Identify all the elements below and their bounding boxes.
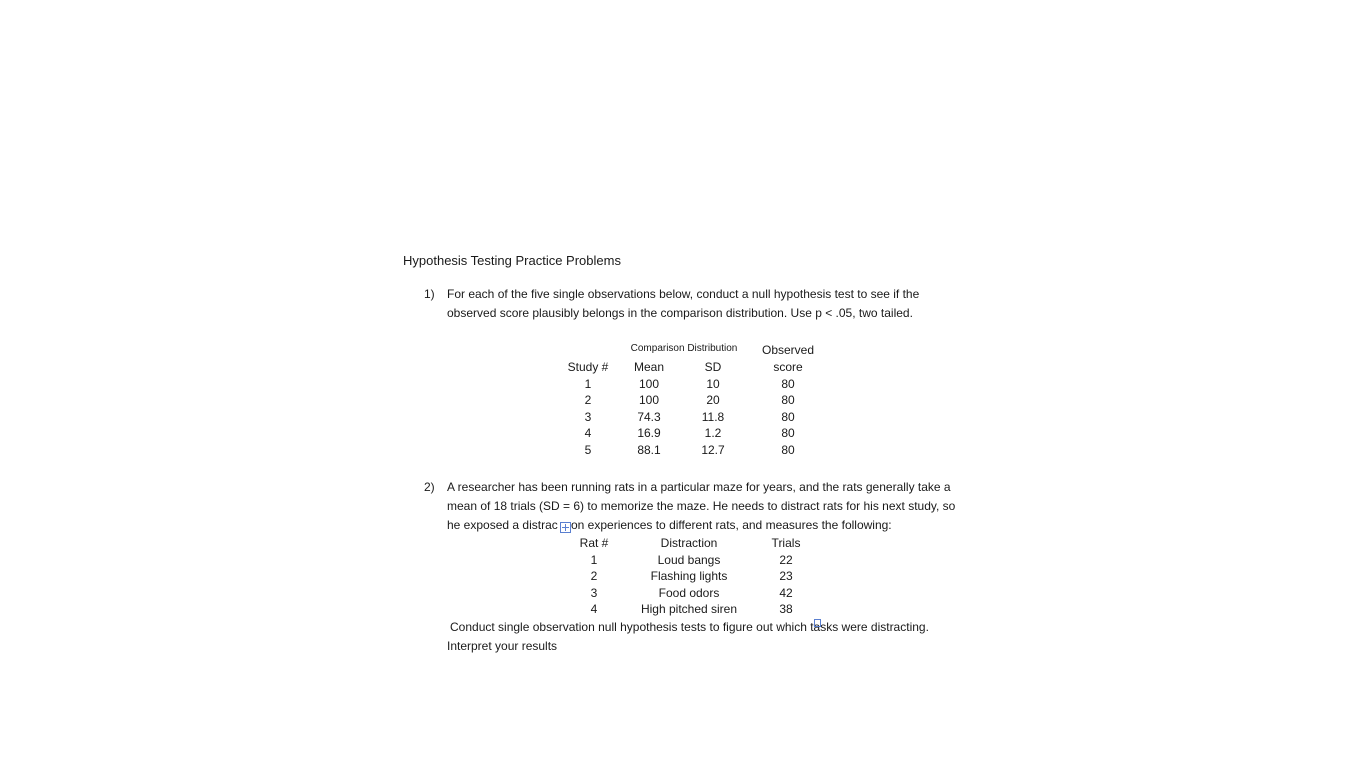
- problem-2-line-1: A researcher has been running rats in a particular maze for years, and the rats generally take a: [447, 480, 951, 494]
- score-header: score: [773, 360, 803, 374]
- problem-1-number: 1): [424, 287, 435, 301]
- observed-cell: 80: [781, 443, 795, 457]
- rat-cell: 1: [590, 553, 598, 567]
- observed-header: Observed: [761, 343, 815, 357]
- rat-cell: 4: [590, 602, 598, 616]
- table-resize-marker-icon[interactable]: [814, 619, 821, 627]
- trials-cell: 38: [779, 602, 793, 616]
- rat-number-header: Rat #: [579, 536, 609, 550]
- observed-cell: 80: [781, 410, 795, 424]
- mean-cell: 16.9: [637, 426, 661, 440]
- sd-cell: 12.7: [701, 443, 725, 457]
- study-cell: 5: [584, 443, 592, 457]
- distraction-header: Distraction: [660, 536, 718, 550]
- sd-cell: 11.8: [701, 410, 725, 424]
- mean-cell: 100: [638, 377, 660, 391]
- problem-2-number: 2): [424, 480, 435, 494]
- trials-header: Trials: [771, 536, 801, 550]
- sd-cell: 20: [706, 393, 720, 407]
- rat-cell: 3: [590, 586, 598, 600]
- observed-cell: 80: [781, 426, 795, 440]
- comparison-distribution-header: Comparison Distribution: [630, 343, 738, 354]
- problem-1-line-1: For each of the five single observations below, conduct a null hypothesis test to see if the: [447, 287, 920, 301]
- sd-header: SD: [704, 360, 722, 374]
- problem-2-line-2: mean of 18 trials (SD = 6) to memorize the maze. He needs to distract rats for his next study, so: [447, 499, 956, 513]
- distraction-cell: Flashing lights: [650, 569, 728, 583]
- study-cell: 1: [584, 377, 592, 391]
- problem-2-conclusion-line-2: Interpret your results: [447, 639, 558, 653]
- mean-header: Mean: [633, 360, 665, 374]
- study-cell: 2: [584, 393, 592, 407]
- distraction-cell: Food odors: [658, 586, 720, 600]
- distraction-cell: Loud bangs: [657, 553, 721, 567]
- study-number-header: Study #: [567, 360, 609, 374]
- table-move-handle-icon[interactable]: [560, 522, 571, 533]
- distraction-cell: High pitched siren: [640, 602, 738, 616]
- trials-cell: 23: [779, 569, 793, 583]
- problem-2-line-3a: he exposed a distrac: [447, 518, 558, 532]
- study-cell: 4: [584, 426, 592, 440]
- mean-cell: 88.1: [637, 443, 661, 457]
- mean-cell: 74.3: [637, 410, 661, 424]
- observed-cell: 80: [781, 393, 795, 407]
- sd-cell: 1.2: [704, 426, 722, 440]
- study-cell: 3: [584, 410, 592, 424]
- trials-cell: 42: [779, 586, 793, 600]
- problem-2-line-3b: on experiences to different rats, and measures the following:: [571, 518, 892, 532]
- document-title: Hypothesis Testing Practice Problems: [403, 253, 621, 268]
- observed-cell: 80: [781, 377, 795, 391]
- trials-cell: 22: [779, 553, 793, 567]
- problem-2-conclusion-line-1: Conduct single observation null hypothesis tests to figure out which tasks were distracting.: [450, 620, 929, 634]
- mean-cell: 100: [638, 393, 660, 407]
- problem-1-line-2: observed score plausibly belongs in the comparison distribution. Use p < .05, two tailed.: [447, 306, 913, 320]
- sd-cell: 10: [706, 377, 720, 391]
- rat-cell: 2: [590, 569, 598, 583]
